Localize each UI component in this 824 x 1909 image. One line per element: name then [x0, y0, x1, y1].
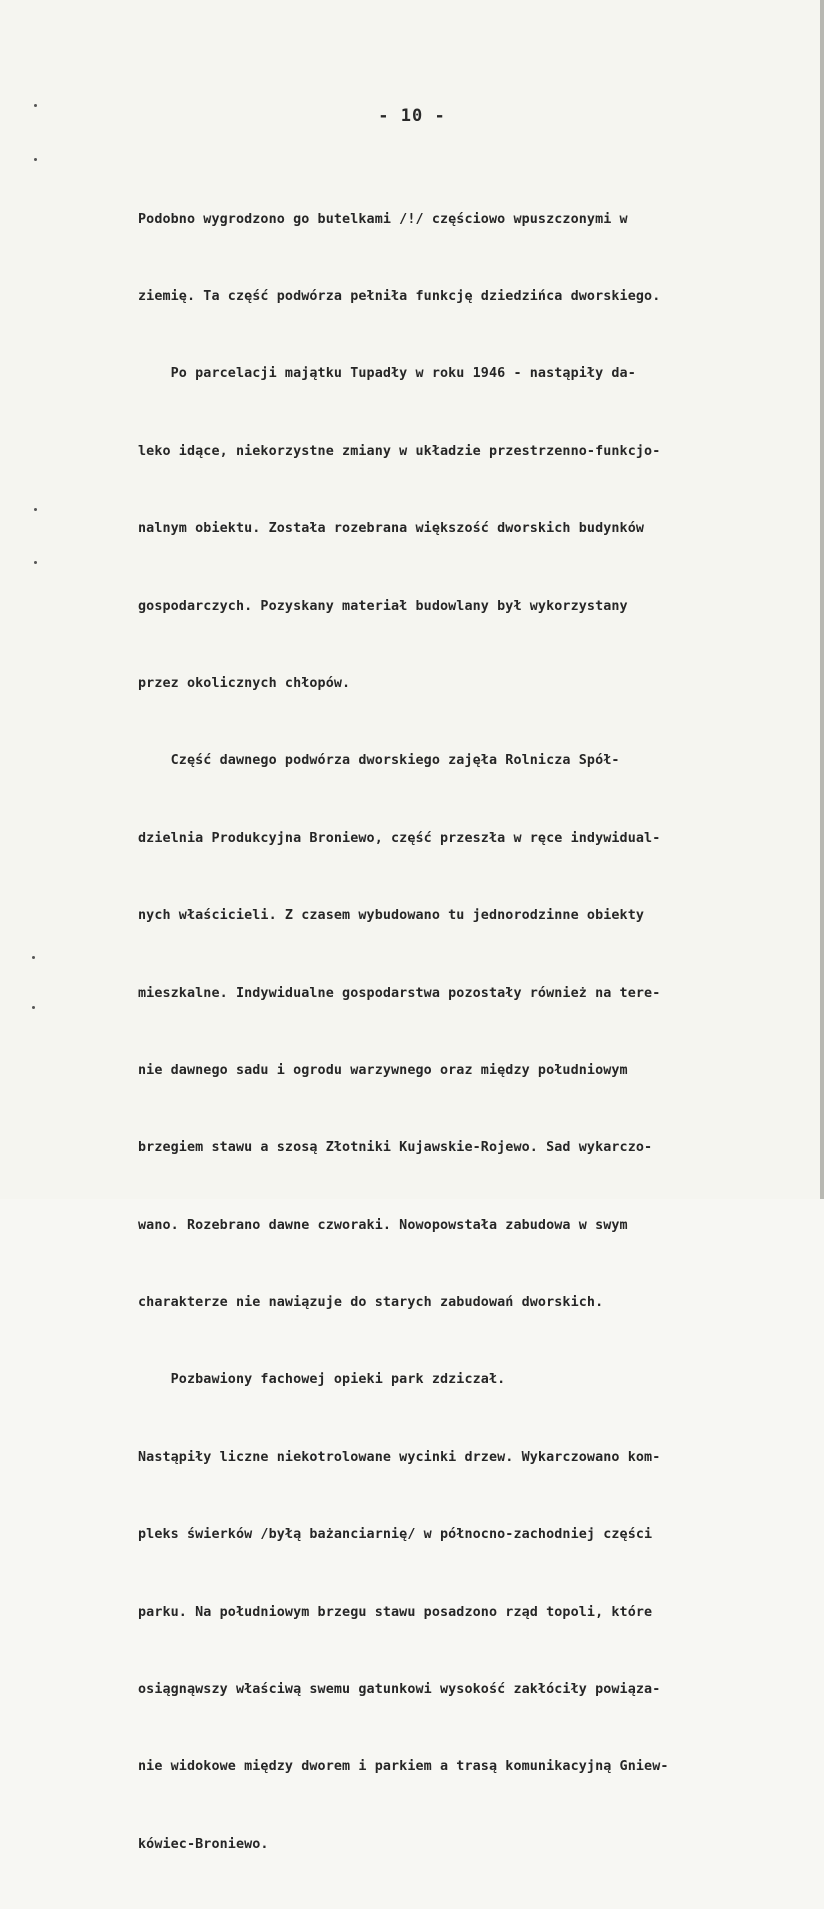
text-line: mieszkalne. Indywidualne gospodarstwa pozostały również na tere-: [138, 985, 661, 1001]
text-line: osiągnąwszy właściwą swemu gatunkowi wysokość zakłóciły powiąza-: [138, 1682, 661, 1698]
text-line: gospodarczych. Pozyskany materiał budowlany był wykorzystany: [138, 598, 628, 614]
scan-speck: [34, 104, 37, 107]
body-text: [138, 155, 788, 1909]
text-line: parku. Na południowym brzegu stawu posadzono rząd topoli, które: [138, 1604, 653, 1620]
text-line: nalnym obiektu. Została rozebrana większość dworskich budynków: [138, 521, 645, 537]
text-line: dzielnia Produkcyjna Broniewo, część przeszła w ręce indywidual-: [138, 830, 661, 846]
text-line: Część dawnego podwórza dworskiego zajęła Rolnicza Spół-: [138, 753, 620, 769]
text-line: kówiec-Broniewo.: [138, 1836, 269, 1852]
text-line: charakterze nie nawiązuje do starych zabudowań dworskich.: [138, 1295, 604, 1311]
text-line: przez okolicznych chłopów.: [138, 675, 351, 691]
text-line: nie dawnego sadu i ogrodu warzywnego oraz między południowym: [138, 1062, 628, 1078]
scan-speck: [34, 508, 37, 511]
scan-speck: [32, 1006, 35, 1009]
text-line: Pozbawiony fachowej opieki park zdziczał.: [138, 1372, 506, 1388]
text-line: Podobno wygrodzono go butelkami /!/ częściowo wpuszczonymi w: [138, 211, 628, 227]
text-line: ziemię. Ta część podwórza pełniła funkcję dziedzińca dworskiego.: [138, 288, 661, 304]
text-line: nie widokowe między dworem i parkiem a trasą komunikacyjną Gniew-: [138, 1759, 669, 1775]
text-line: brzegiem stawu a szosą Złotniki Kujawskie-Rojewo. Sad wykarczo-: [138, 1140, 653, 1156]
text-line: Po parcelacji majątku Tupadły w roku 1946 - nastąpiły da-: [138, 366, 636, 382]
scan-speck: [34, 561, 37, 564]
text-line: Nastąpiły liczne niekotrolowane wycinki drzew. Wykarczowano kom-: [138, 1449, 661, 1465]
scan-speck: [32, 956, 35, 959]
text-line: pleks świerków /byłą bażanciarnię/ w północno-zachodniej części: [138, 1527, 653, 1543]
page-number: - 10 -: [378, 106, 446, 126]
scan-speck: [34, 158, 37, 161]
text-line: leko idące, niekorzystne zmiany w układzie przestrzenno-funkcjo-: [138, 443, 661, 459]
text-line: nych właścicieli. Z czasem wybudowano tu jednorodzinne obiekty: [138, 908, 645, 924]
text-line: wano. Rozebrano dawne czworaki. Nowopowstała zabudowa w swym: [138, 1217, 628, 1233]
